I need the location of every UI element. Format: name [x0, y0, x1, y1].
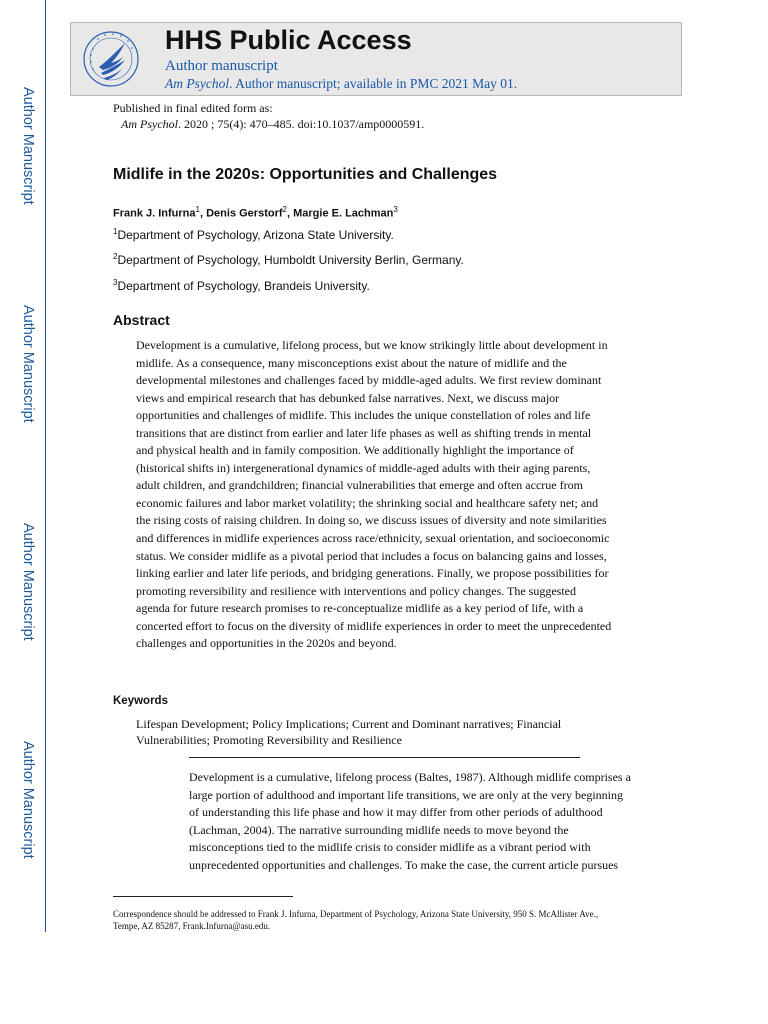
footnote-line: Tempe, AZ 85287, Frank.Infurna@asu.edu.: [113, 921, 271, 931]
side-label-author-manuscript: Author Manuscript: [20, 523, 36, 641]
body-line: unprecedented opportunities and challenges. To make the case, the current article pursues: [189, 857, 619, 872]
abstract-line: challenges and opportunities in the 2020s and beyond.: [136, 636, 397, 651]
side-label-author-manuscript: Author Manuscript: [20, 305, 36, 423]
abstract-line: the rising costs of raising children. In doing so, we discuss issues of diversity and note similarities: [136, 513, 607, 528]
body-line: Development is a cumulative, lifelong process (Baltes, 1987). Although midlife comprises a: [189, 770, 631, 784]
citation: Am Psychol. 2020 ; 75(4): 470–485. doi:10.1037/amp0000591.: [121, 117, 425, 131]
body-line: misconceptions tied to the midlife crisis to consider midlife as a vibrant period with: [189, 840, 591, 855]
abstract-line: transitions that are distinct from earlier and later life phases as well as shifting trends in mental: [136, 425, 592, 440]
abstract-line: opportunities and challenges of midlife. This includes the unique constellation of roles and life: [136, 408, 591, 423]
body-line: of understanding this life phase and how it may differ from other periods of adulthood: [189, 805, 603, 820]
author-affiliation-marker: 2: [282, 205, 287, 214]
author-name: Frank J. Infurna: [113, 207, 196, 220]
affiliation: $^3$Department of Psychology, Brandeis University.: [113, 278, 370, 293]
abstract-heading: Abstract: [113, 312, 170, 328]
author-affiliation-marker: 1: [195, 205, 200, 214]
published-label: Published in final edited form as:: [113, 101, 273, 115]
abstract-line: developmental milestones and challenges faced by middle-aged adults. We first review dominant: [136, 373, 602, 388]
footnote-divider: [113, 896, 293, 897]
keywords-text: [136, 716, 636, 748]
abstract-line: linking earlier and later life periods, and bridging generations. Finally, we propose possibilities for: [136, 566, 609, 581]
section-divider: [189, 757, 580, 758]
abstract-line: economic failures and labor market volatility; the shrinking social and healthcare safety net; and: [136, 495, 599, 510]
abstract-text: [136, 337, 636, 653]
body-line: (Lachman, 2004). The narrative surrounding midlife needs to move beyond the: [189, 822, 569, 837]
body-paragraph: [189, 769, 669, 875]
abstract-line: status. We consider midlife as a pivotal period that includes a focus on balancing gains and losses,: [136, 548, 607, 563]
article-title: Midlife in the 2020s: Opportunities and Challenges: [113, 166, 498, 183]
citation-journal: Am Psychol: [121, 117, 178, 131]
hhs-header: [70, 22, 682, 96]
hhs-eagle-logo-icon: [81, 27, 141, 91]
affiliation: $^1$Department of Psychology, Arizona State University.: [113, 227, 394, 242]
abstract-line: midlife. As a consequence, many misconceptions exist about the nature of midlife and the: [136, 355, 567, 370]
side-label-author-manuscript: Author Manuscript: [20, 741, 36, 859]
author-manuscript-label: Author manuscript: [165, 58, 278, 74]
footnote-line: Correspondence should be addressed to Frank J. Infurna, Department of Psychology, Arizona State University, 950 S. McAllister Ave.,: [113, 909, 599, 919]
keywords-line: Vulnerabilities; Promoting Reversibility and Resilience: [136, 733, 402, 747]
abstract-line: adult children, and grandchildren; financial vulnerabilities that emerge and often accrue from: [136, 478, 583, 493]
abstract-line: concerted effort to focus on the diversity of midlife experiences in order to meet the unprecedented: [136, 618, 612, 633]
abstract-line: and differences in midlife experiences across race/ethnicity, sexual orientation, and socioeconomic: [136, 531, 610, 546]
body-line: large portion of adulthood and important life transitions, we are only at the very beginning: [189, 787, 624, 802]
author-name: Margie E. Lachman: [293, 207, 394, 220]
hhs-public-access-title: HHS Public Access: [165, 25, 412, 55]
author-name: Denis Gerstorf: [206, 207, 283, 220]
abstract-line: Development is a cumulative, lifelong process, but we know strikingly little about development in: [136, 338, 608, 352]
abstract-line: (historical shifts in) intergenerational dynamics of middle-aged adults with their aging parents,: [136, 460, 591, 475]
keywords-line: Lifespan Development; Policy Implications; Current and Dominant narratives; Financial: [136, 717, 562, 731]
keywords-heading: Keywords: [113, 695, 168, 707]
author-list: Frank J. Infurna$^1$, Denis Gerstorf$^2$, Margie E. Lachman$^3$: [113, 205, 398, 220]
abstract-line: views and empirical research that has debunked false narratives. Next, we discuss major: [136, 390, 560, 405]
side-label-author-manuscript: Author Manuscript: [20, 87, 36, 205]
correspondence-footnote: [113, 908, 673, 932]
author-affiliation-marker: 3: [393, 205, 398, 214]
affiliation: $^2$Department of Psychology, Humboldt University Berlin, Germany.: [113, 252, 464, 267]
abstract-line: agenda for future research promises to re-conceptualize midlife as a key period of life, with a: [136, 601, 584, 616]
abstract-line: promoting reversibility and resilience with interventions and policy changes. The suggested: [136, 583, 577, 598]
abstract-line: and physical health and in family composition. We additionally highlight the importance of: [136, 443, 574, 458]
availability-line: Am Psychol. Author manuscript; available in PMC 2021 May 01.: [165, 76, 518, 91]
journal-abbrev: Am Psychol: [165, 76, 230, 91]
